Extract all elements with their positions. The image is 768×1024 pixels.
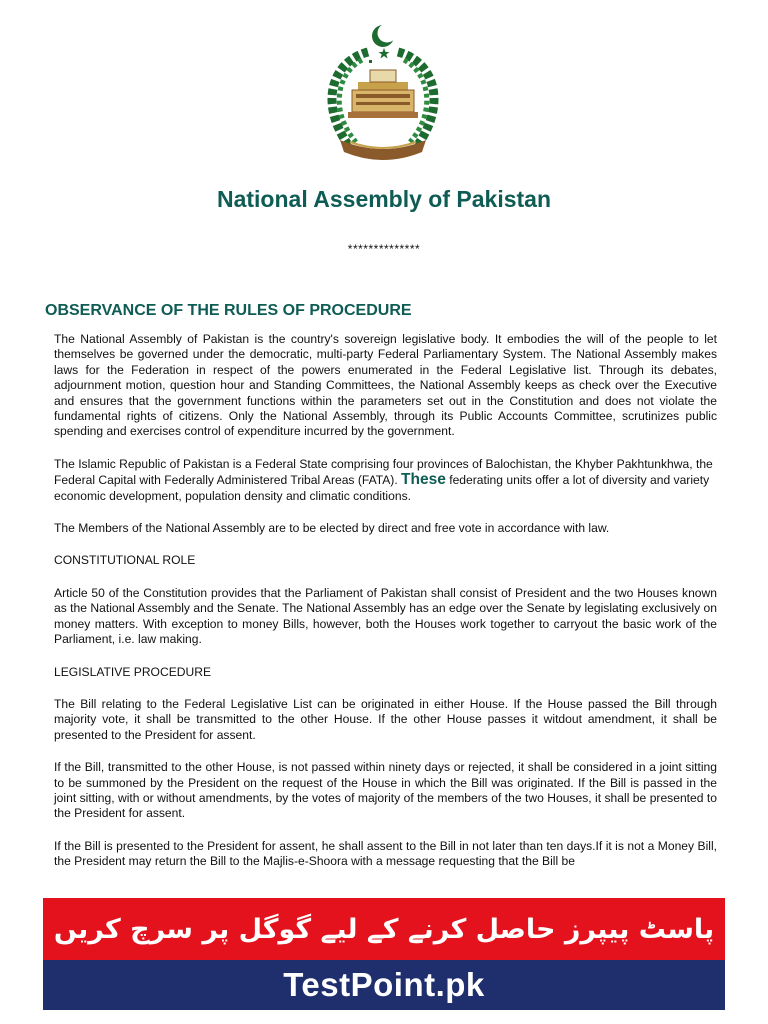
national-assembly-emblem-icon <box>310 22 456 164</box>
paragraph-line: economic development, population density and climatic conditions. <box>54 488 411 503</box>
paragraph: The Bill relating to the Federal Legislative List can be originated in either House. If the House passed the Bill through majority vote, it shall be transmitted to the other House. If the other House passes it witdout amendment, it shall be presented to the President for assent. <box>54 696 717 742</box>
banner-urdu-text[interactable]: پاسٹ پیپرز حاصل کرنے کے لیے گوگل پر سرچ کریں <box>43 898 725 960</box>
paragraph: If the Bill, transmitted to the other House, is not passed within ninety days or rejected, it shall be considered in a joint sitting to be summoned by the President on the request of the House in which the Bill was originated. If the Bill is passed in the joint sitting, with or without amendments, by the votes of majority of the members of the two Houses, it shall be presented to the President for assent. <box>54 760 717 821</box>
banner-brand[interactable]: TestPoint.pk <box>43 960 725 1010</box>
paragraph: If the Bill is presented to the President for assent, he shall assent to the Bill in not later than ten days.If it is not a Money Bill, the President may return the Bill to the Majlis-e-Shoora with a message requesting that the Bill be <box>54 838 717 869</box>
paragraph-line: The Islamic Republic of Pakistan is a Federal State comprising four provinces of Balochistan, the Khyber Pakhtunkhwa, the <box>54 456 713 471</box>
emphasis-text: These <box>401 471 446 489</box>
section-title: OBSERVANCE OF THE RULES OF PROCEDURE <box>45 302 412 319</box>
separator: ************** <box>347 242 421 256</box>
body-text <box>54 332 717 887</box>
paragraph: Article 50 of the Constitution provides that the Parliament of Pakistan shall consist of President and the two Houses known as the National Assembly and the Senate. The National Assembly has an edge over the Senate by legislating exclusively on money matters. With exception to money Bills, however, both the Houses work together to carryout the basic work of the Parliament, i.e. law making. <box>54 585 717 647</box>
paragraph-line: federating units offer a lot of diversity and variety <box>445 473 710 488</box>
paragraph-provinces <box>54 457 717 504</box>
subheading: CONSTITUTIONAL ROLE <box>54 553 196 568</box>
paragraph: The Members of the National Assembly are to be elected by direct and free vote in accordance with law. <box>54 521 610 536</box>
paragraph-line: Federal Capital with Federally Administered Tribal Areas (FATA). <box>54 473 402 488</box>
ad-banner[interactable] <box>43 898 725 1010</box>
page-title: National Assembly of Pakistan <box>216 186 552 212</box>
subheading: LEGISLATIVE PROCEDURE <box>54 664 212 679</box>
paragraph: The National Assembly of Pakistan is the country's sovereign legislative body. It embodies the will of the people to let themselves be governed under the democratic, multi-party Federal Parliamentary System. The National Assembly makes laws for the Federation in respect of the powers enumerated in the Federal Legislative list. Through its debates, adjournment motion, question hour and Standing Committees, the National Assembly keeps as check over the Executive and ensures that the government functions within the parameters set out in the Constitution and does not violate the fundamental rights of citizens. Only the National Assembly, through its Public Accounts Committee, scrutinizes public spending and exercises control of expenditure incurred by the government. <box>54 332 717 439</box>
